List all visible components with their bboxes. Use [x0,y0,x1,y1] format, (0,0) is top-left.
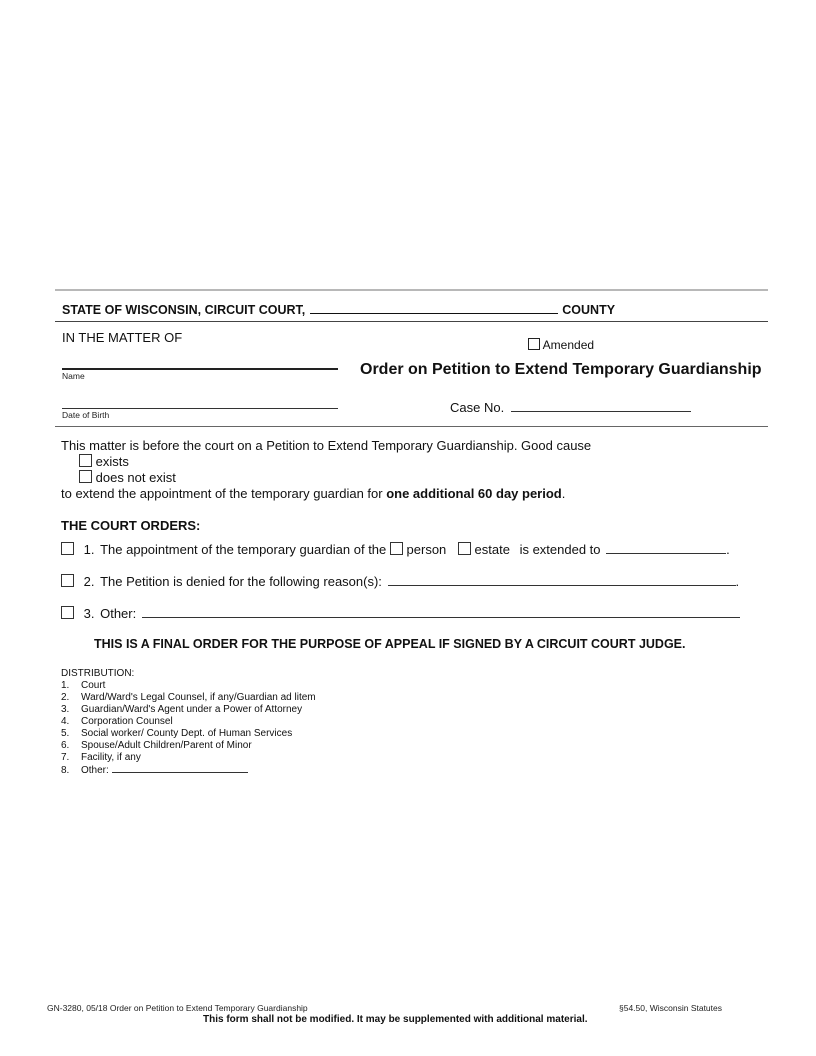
distribution-number: 7. [61,752,70,763]
distribution-item [61,740,316,752]
court-orders-heading: THE COURT ORDERS: [61,518,201,533]
person-checkbox[interactable] [390,542,403,555]
distribution-item [61,680,316,692]
order-item-2 [61,574,739,589]
modification-notice: This form shall not be modified. It may be supplemented with additional material. [203,1014,588,1025]
state-court-label: STATE OF WISCONSIN, CIRCUIT COURT, [62,303,306,317]
name-label: Name [62,371,85,381]
distribution-label: Ward/Ward's Legal Counsel, if any/Guardian ad litem [81,692,316,703]
does-not-exist-label: does not exist [95,470,176,485]
distribution-other-field[interactable] [112,764,248,773]
distribution-number: 6. [61,740,70,751]
header-divider [55,426,768,427]
distribution-number: 3. [61,704,70,715]
amended-option[interactable] [528,338,594,352]
distribution-item [61,764,316,777]
distribution-number: 8. [61,765,70,776]
order-1-number: 1. [83,542,95,557]
caption-divider [55,321,768,322]
distribution-number: 4. [61,716,70,727]
order-2-number: 2. [83,574,95,589]
distribution-label: Guardian/Ward's Agent under a Power of Attorney [81,704,303,715]
case-number [450,400,691,415]
order-2-checkbox[interactable] [61,574,74,587]
order-1-checkbox[interactable] [61,542,74,555]
distribution-item [61,716,316,728]
name-field[interactable] [62,368,338,370]
other-order-field[interactable] [142,607,740,618]
denial-reasons-field[interactable] [388,575,736,586]
matter-heading: IN THE MATTER OF [62,330,183,345]
distribution-label: Corporation Counsel [81,716,173,727]
estate-label: estate [474,542,510,557]
form-title: Order on Petition to Extend Temporary Guardianship [360,361,762,378]
distribution-label: Spouse/Adult Children/Parent of Minor [81,740,252,751]
order-3-text: Other: [100,606,137,621]
good-cause-exists-option[interactable] [79,454,129,469]
order-item-1 [61,542,730,557]
exists-label: exists [95,454,129,469]
intro-line-2-text: to extend the appointment of the temporary guardian for [61,486,387,501]
dob-field[interactable] [62,408,338,409]
court-caption [62,302,615,317]
order-3-number: 3. [83,606,95,621]
exists-checkbox[interactable] [79,454,92,467]
extended-to-field[interactable] [606,543,726,554]
does-not-exist-checkbox[interactable] [79,470,92,483]
extension-period: one additional 60 day period [386,486,562,501]
distribution-item [61,692,316,704]
order-1-suffix: is extended to [519,542,601,557]
case-no-label: Case No. [450,400,505,415]
statute-reference: §54.50, Wisconsin Statutes [619,1003,723,1013]
final-order-notice: THIS IS A FINAL ORDER FOR THE PURPOSE OF APPEAL IF SIGNED BY A CIRCUIT COURT JUDGE. [94,637,686,651]
intro-line-2-end: . [561,486,566,501]
distribution-label: Facility, if any [81,752,141,763]
county-field[interactable] [310,302,558,314]
distribution-label: Other: [81,765,109,776]
good-cause-not-exist-option[interactable] [79,470,176,485]
order-3-checkbox[interactable] [61,606,74,619]
estate-checkbox[interactable] [458,542,471,555]
case-no-field[interactable] [511,400,691,412]
distribution-number: 5. [61,728,70,739]
distribution-item [61,728,316,740]
distribution-list [61,668,316,777]
distribution-heading: DISTRIBUTION: [61,668,135,679]
order-1-text: The appointment of the temporary guardian of the [100,542,387,557]
intro-line-2 [61,486,565,501]
distribution-number: 2. [61,692,70,703]
dob-label: Date of Birth [62,410,110,420]
intro-line-1: This matter is before the court on a Petition to Extend Temporary Guardianship. Good cause [61,438,592,453]
distribution-label: Court [81,680,106,691]
order-2-text: The Petition is denied for the following reason(s): [100,574,382,589]
amended-checkbox[interactable] [528,338,540,350]
person-label: person [406,542,447,557]
distribution-number: 1. [61,680,70,691]
order-item-3 [61,606,740,621]
amended-label: Amended [542,338,595,352]
county-label: COUNTY [562,303,616,317]
order-2-end: . [735,574,740,589]
order-1-end: . [726,542,730,557]
top-divider [55,289,768,291]
distribution-item [61,752,316,764]
distribution-item [61,704,316,716]
form-id: GN-3280, 05/18 Order on Petition to Extend Temporary Guardianship [47,1003,308,1013]
distribution-label: Social worker/ County Dept. of Human Services [81,728,293,739]
